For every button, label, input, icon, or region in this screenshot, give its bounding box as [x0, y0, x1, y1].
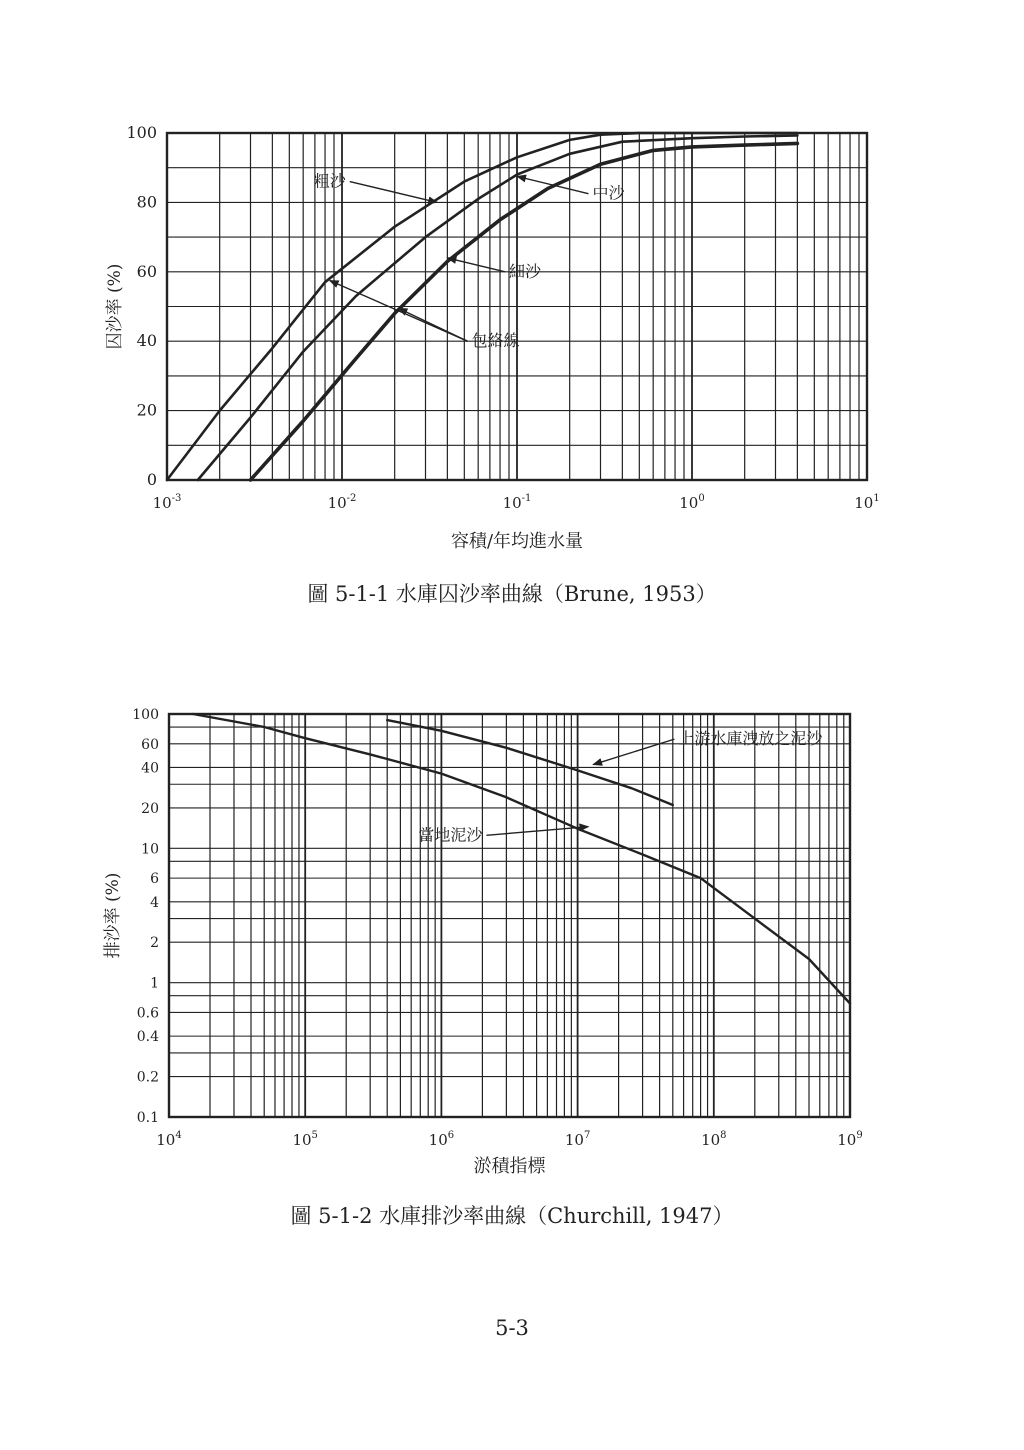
y-tick-label: 100 [132, 707, 159, 723]
grid [167, 133, 867, 480]
series-line [251, 143, 798, 480]
plot-frame [169, 714, 850, 1117]
annotation-label: 粗沙 [313, 171, 346, 191]
annotation-arrow [447, 258, 505, 272]
x-tick-label: $10^7$ [564, 1130, 591, 1149]
annotation-label: 上游水庫洩放之泥沙 [678, 729, 823, 749]
y-axis-label: 排沙率 (%) [103, 872, 123, 959]
y-tick-label: 20 [141, 800, 159, 817]
annotation-arrow [486, 827, 588, 836]
annotation-arrow [517, 176, 588, 193]
x-axis-label: 容積/年均進水量 [450, 531, 584, 552]
annotation-label: 包絡線 [471, 331, 520, 351]
x-tick-label: $10^0$ [679, 493, 705, 512]
y-tick-label: 40 [141, 760, 159, 777]
y-axis-label: 囚沙率 (%) [105, 263, 125, 350]
y-tick-label: 60 [141, 736, 159, 753]
x-tick-label: $10^{-2}$ [327, 493, 357, 512]
annotation-label: 中沙 [592, 183, 625, 203]
annotation-arrow [398, 308, 467, 341]
series-line [387, 720, 673, 805]
y-tick-label: 10 [141, 841, 159, 858]
x-tick-label: $10^1$ [854, 493, 880, 512]
annotation-arrow [350, 182, 438, 203]
x-tick-label: $10^{-3}$ [152, 493, 182, 512]
y-tick-label: 100 [126, 123, 157, 142]
annotation-label: 細沙 [508, 261, 542, 281]
series-line [198, 135, 798, 480]
annotation-label: 當地泥沙 [418, 825, 483, 845]
y-tick-label: 0.4 [136, 1029, 159, 1046]
y-tick-label: 0.6 [136, 1005, 159, 1022]
x-axis-label: 淤積指標 [473, 1156, 546, 1177]
page-number: 5-3 [495, 1316, 529, 1340]
y-tick-label: 6 [150, 871, 159, 888]
y-tick-label: 2 [150, 935, 159, 952]
y-tick-label: 1 [150, 975, 159, 992]
y-tick-label: 60 [136, 261, 157, 281]
x-tick-label: $10^4$ [156, 1130, 182, 1149]
annotation-arrow [593, 739, 674, 764]
x-tick-label: $10^{-1}$ [502, 493, 532, 512]
x-tick-label: $10^9$ [837, 1130, 863, 1149]
y-tick-label: 0.2 [136, 1069, 159, 1086]
x-tick-label: $10^8$ [701, 1130, 727, 1149]
y-tick-label: 0.1 [136, 1110, 159, 1126]
sediment-release-chart [103, 707, 863, 1177]
y-tick-label: 4 [150, 894, 159, 911]
y-tick-label: 0 [146, 470, 157, 489]
y-tick-label: 80 [136, 192, 157, 212]
x-tick-label: $10^6$ [428, 1130, 455, 1149]
y-tick-label: 40 [136, 331, 157, 351]
figure-caption-1: 圖 5-1-1 水庫囚沙率曲線（Brune, 1953） [307, 582, 717, 606]
y-tick-label: 20 [136, 400, 157, 420]
grid [169, 714, 850, 1117]
figure-caption-2: 圖 5-1-2 水庫排沙率曲線（Churchill, 1947） [290, 1204, 734, 1228]
x-tick-label: $10^5$ [292, 1130, 318, 1149]
trap-efficiency-chart [105, 123, 880, 552]
